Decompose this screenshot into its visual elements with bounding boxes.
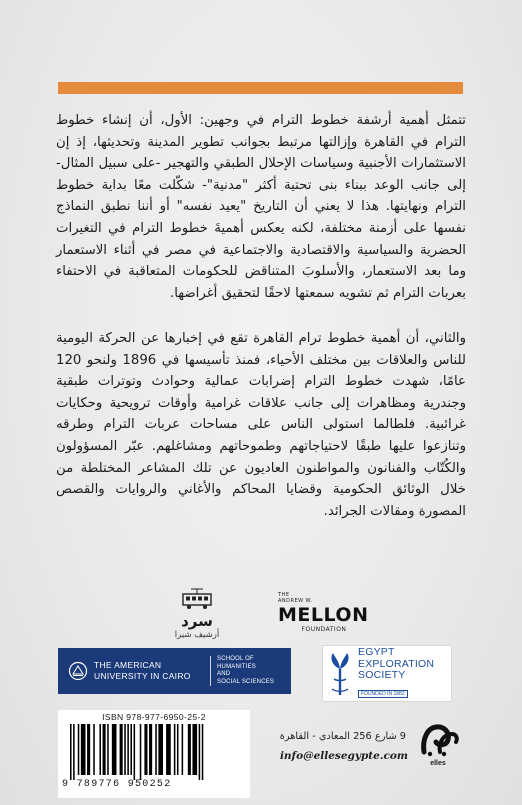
elles-icon: [414, 722, 462, 758]
mellon-logo: [278, 592, 398, 642]
ees-line2: EXPLORATION: [358, 657, 435, 670]
ees-line1: EGYPT: [358, 646, 395, 659]
mellon-foundation: FOUNDATION: [301, 626, 347, 633]
auc-name-line1: THE AMERICAN: [94, 660, 162, 670]
body-paragraph-2: والثاني، أن أهمية خطوط ترام القاهرة تقع في إخبارها عن الحركة اليومية للناس والعلاقات بين مختلف الأحياء، فمنذ تأسيسها في 1896 ولنحو 120 عامًا، شهدت خطوط الترام إضرابات عمالية وحوادث وتوترات طبقية وجندرية ومظاهرات إلى جانب علاقات غرامية وأوقات ترويحية وحكايات غرائبية. فلطالما استولى الناس على مساحات عربات الترام وطرقه وتنازعوا عليها طبقًا لاحتياجاتهم وطموحاتهم ومشاغلهم. عبّر المسؤولون والكُتّاب والفنانون والمواطنون العاديون عن تلك المشاعر المختلطة من خلال الوثائق الحكومية وقضايا المحاكم والأغاني والروايات والقصص المصورة ومقالات الجرائد.: [56, 331, 466, 519]
barcode-bar: [93, 724, 95, 775]
isbn-label: ISBN 978-977-6950-25-2: [102, 712, 206, 722]
accent-bar: [58, 82, 463, 94]
mellon-wordmark: MELLON: [278, 604, 369, 626]
barcode-bar: [130, 724, 132, 775]
barcode-bar: [78, 724, 80, 775]
isbn-barcode: [58, 710, 250, 798]
barcode-bar: [81, 724, 86, 775]
barcode-bar: [149, 724, 152, 775]
sard-wordmark: سرد: [181, 612, 213, 630]
barcode-bar: [158, 724, 163, 775]
barcode-bar: [155, 724, 157, 775]
barcode-bar: [174, 724, 176, 775]
barcode-bar: [192, 724, 197, 775]
auc-name: [94, 660, 204, 682]
barcode-bar: [120, 724, 123, 775]
barcode-bar: [177, 724, 179, 775]
sard-subtitle: أرشيف شيرا: [174, 630, 220, 640]
elles-logo: [414, 722, 462, 770]
auc-school-line4: SOCIAL SCIENCES: [217, 678, 275, 685]
barcode-bar: [124, 724, 126, 775]
ees-logo: [322, 645, 452, 702]
mellon-pre-1: THE: [278, 592, 290, 598]
auc-logo: [58, 648, 291, 694]
barcode-bar: [87, 724, 90, 775]
ees-founded: FOUNDED IN 1882: [358, 690, 408, 698]
auc-name-line2: UNIVERSITY IN CAIRO: [94, 671, 191, 681]
barcode-bar: [182, 724, 184, 775]
barcode-bar: [127, 724, 129, 775]
barcode-bar: [188, 724, 191, 775]
barcode-bar: [140, 724, 142, 780]
barcode-bar: [144, 724, 147, 775]
publisher-address: 9 شارع 256 المعادي - القاهرة: [279, 731, 406, 742]
mellon-pre-2: ANDREW W.: [278, 598, 313, 604]
ees-papyrus-icon: [327, 651, 353, 697]
body-paragraph-1: تتمثل أهمية أرشفة خطوط الترام في وجهين: الأول، أن إنشاء خطوط الترام في القاهرة وإزالتها مرتبط بجوانب تطوير المدينة وتحديثها، إذ إن الاستثمارات الأجنبية وسياسات الإحلال الطبقي والتهجير -على سبيل المثال- إلى جانب الوعد ببناء بنى تحتية أكثر "مدنية"- شكّلت معًا بداية خطوط الترام ونهايتها. هذا لا يعني أن التاريخ "يعيد نفسه" أو أننا نطبق النماذج نفسها على أزمنة مختلفة، لكنه يعكس أهميةَ خطوط الترام في التغيرات الحضرية والسياسية والاقتصادية والاجتماعية في مصر في أثناء الاستعمار وما بعد الاستعمار، والأسلوبَ المتناقض للحكومات المتعاقبة في الاحتفاء بعربات الترام ثم تشويه سمعتها لاحقًا لتحقيق أغراضها.: [56, 113, 466, 301]
barcode-bar: [166, 724, 171, 775]
barcode-digits: 9 789776 950252: [62, 779, 172, 790]
barcode-bar: [103, 724, 106, 775]
sard-tram-icon: [179, 588, 215, 610]
publisher-email: info@ellesegypte.com: [279, 750, 408, 762]
barcode-bar: [112, 724, 117, 775]
auc-school-line2: HUMANITIES: [217, 663, 257, 670]
ees-text: [358, 647, 434, 700]
barcode-bar: [99, 724, 101, 775]
barcode-bar: [107, 724, 109, 775]
auc-school: [217, 656, 274, 686]
auc-school-line1: SCHOOL OF: [217, 656, 254, 662]
ees-line3: SOCIETY: [358, 669, 406, 682]
elles-wordmark: elles: [430, 760, 446, 767]
barcode-bar: [134, 724, 136, 780]
barcode-bar: [73, 724, 75, 780]
auc-emblem-icon: [68, 661, 88, 681]
barcode-bar: [202, 724, 204, 780]
barcode-bars: [64, 724, 244, 780]
barcode-bar: [70, 724, 72, 780]
barcode-bar: [199, 724, 201, 780]
auc-divider: [210, 656, 211, 686]
auc-school-line3: AND: [217, 671, 231, 677]
